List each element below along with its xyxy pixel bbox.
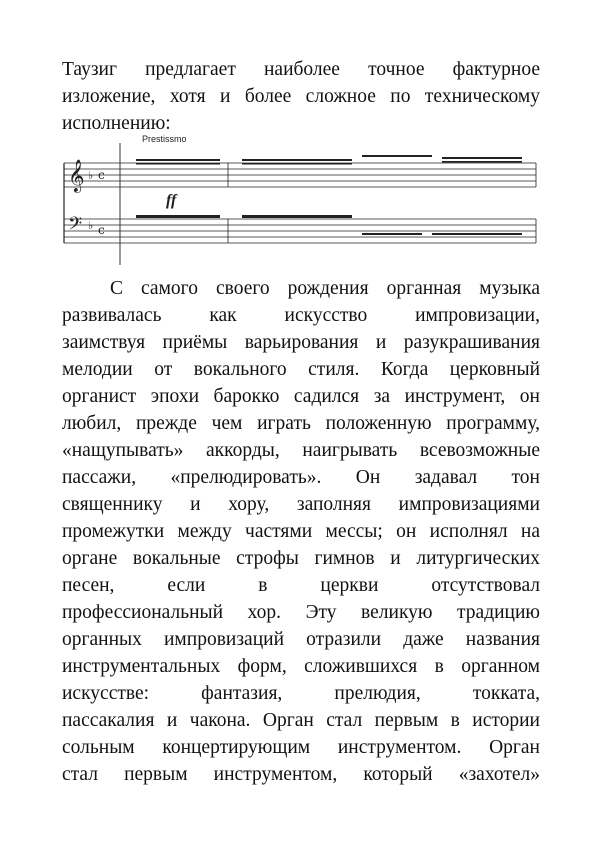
text-line: любил, прежде чем играть положенную программу, [62,413,540,434]
text-line: заимствуя приёмы варьирования и разукрашивания [62,332,540,353]
bass-staff [64,219,536,243]
svg-text:c: c [98,223,105,237]
tempo-marking: Prestissmo [142,134,187,144]
text-line: пассакалия и чакона. Орган стал первым в истории [62,710,540,731]
svg-text:♭: ♭ [88,169,94,182]
text-line: Таузиг предлагает наиболее точное фактурное [62,59,540,80]
text-line: промежутки между частями мессы; он исполнял на [62,521,540,542]
text-line: изложение, хотя и более сложное по техническому [62,86,540,107]
text-line: органе вокальные строфы гимнов и литургических [62,548,540,569]
text-line: органных импровизаций отразили даже названия [62,629,540,650]
text-line: исполнению: [62,113,171,134]
text-line: стал первым инструментом, который «захотел» [62,764,540,785]
text-line: сольным концертирующим инструментом. Орган [62,737,540,758]
text-line: С самого своего рождения органная музыка [110,278,540,299]
svg-text:𝄢: 𝄢 [68,214,83,239]
intro-paragraph [62,56,540,137]
text-line: органист эпохи барокко садился за инструмент, он [62,386,540,407]
text-line: инструментальных форм, сложившихся в органном [62,656,540,677]
music-score-figure [62,133,540,271]
text-line: развивалась как искусство импровизации, [62,305,540,326]
dynamic-marking: ff [166,192,177,209]
text-line: песен, если в церкви отсутствовал [62,575,540,596]
text-line: профессиональный хор. Эту великую традицию [62,602,540,623]
svg-text:♭: ♭ [88,219,94,232]
text-line: искусстве: фантазия, прелюдия, токката, [62,683,540,704]
treble-staff [64,163,536,187]
text-line: мелодии от вокального стиля. Когда церковный [62,359,540,380]
text-line: священнику и хору, заполняя импровизациями [62,494,540,515]
text-line: «нащупывать» аккорды, наигрывать всевозможные [62,440,540,461]
text-line: пассажи, «прелюдировать». Он задавал тон [62,467,540,488]
svg-text:𝄞: 𝄞 [68,159,85,192]
svg-text:c: c [98,168,105,182]
body-paragraph [62,275,540,788]
